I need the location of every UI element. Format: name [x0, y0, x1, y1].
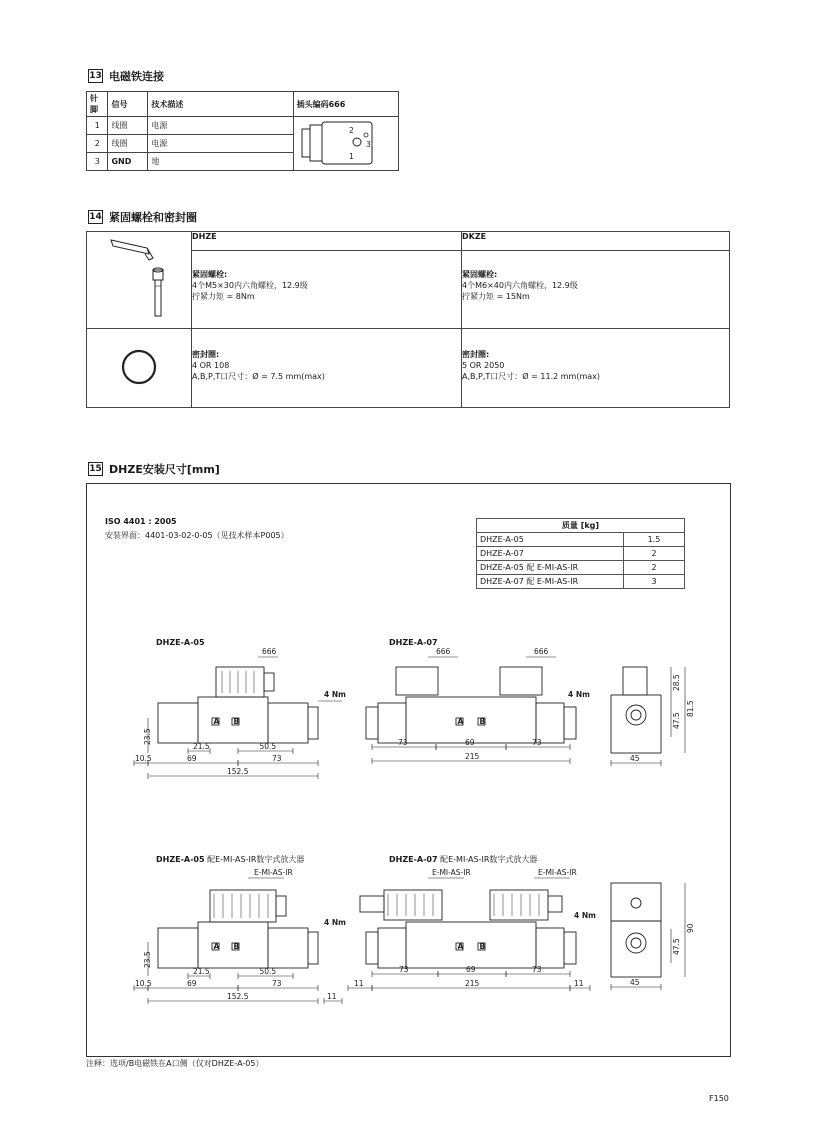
port-circle-inner — [631, 710, 641, 720]
seal-label: 密封圈: — [462, 350, 490, 359]
seal-spec: 5 OR 2050 — [462, 361, 505, 370]
connector-666-left — [396, 667, 438, 695]
dim-23-5: 23.5 — [143, 951, 152, 968]
amplifier-label: E-MI-AS-IR — [432, 868, 471, 877]
cable-gland-right — [548, 896, 562, 912]
dimension-label: 73 — [399, 965, 409, 974]
dim-90: 90 — [686, 923, 695, 933]
dimension-label: 69 — [187, 754, 197, 763]
connector-666 — [216, 667, 264, 697]
port-a-label: A — [213, 717, 220, 726]
dim-81-5: 81.5 — [686, 700, 695, 717]
amplifier-cable — [276, 896, 286, 916]
valve-body — [158, 928, 198, 968]
solenoid-right — [536, 703, 564, 743]
valve-body — [406, 697, 536, 743]
amplifier-screw — [631, 898, 641, 908]
coil-nut-right — [564, 707, 576, 739]
bolts-seals-table — [86, 231, 730, 408]
bolt-spec: 4个M6×40内六角螺栓，12.9级 — [462, 281, 578, 291]
coil-nut-right — [564, 932, 576, 964]
desc-cell: 电源 — [148, 135, 293, 153]
seal-port-size: A,B,P,T口尺寸：Ø = 7.5 mm(max) — [192, 372, 325, 381]
coil-nut — [308, 932, 318, 964]
bolt-label: 紧固螺栓: — [462, 270, 498, 280]
drawing-label-a07: DHZE-A-07 — [389, 638, 438, 647]
dimension-label: 45 — [630, 754, 640, 763]
footnote: 注释：选项/B电磁铁在A口侧（仅对DHZE-A-05） — [86, 1059, 264, 1068]
dimension-label: 152.5 — [227, 767, 249, 776]
amplifier-label: E-MI-AS-IR — [254, 868, 293, 877]
port-circle — [626, 705, 646, 725]
seal-image-cell — [87, 329, 192, 408]
seal-spec: 4 OR 108 — [192, 361, 230, 370]
dim-23-5: 23.5 — [143, 728, 152, 745]
port-a-label: A — [457, 717, 464, 726]
dimension-label: 21.5 — [193, 967, 210, 976]
dimension-label: 69 — [466, 965, 476, 974]
dim-47-5: 47.5 — [672, 712, 681, 729]
dimension-label: 73 — [272, 754, 282, 763]
coil-nut-left — [366, 932, 378, 964]
port-b-label: B — [233, 942, 240, 951]
seal-dkze-cell — [462, 329, 730, 408]
pin-cell: 1 — [87, 117, 108, 135]
dimension-label: 50.5 — [259, 742, 277, 751]
col-dhze: DHZE — [192, 232, 462, 251]
section-number: 15 — [89, 464, 102, 474]
plug-code-label: 666 — [534, 647, 549, 656]
body-side — [611, 695, 661, 753]
bolt-label: 紧固螺栓: — [192, 270, 228, 280]
pin-cell: 3 — [87, 153, 108, 171]
valve-body — [158, 703, 198, 743]
port-b-label: B — [479, 717, 486, 726]
iso-standard: ISO 4401 : 2005 — [105, 517, 177, 526]
table-row — [87, 117, 399, 135]
connector-666-right — [500, 667, 542, 695]
o-ring-icon — [87, 329, 191, 405]
section-number: 13 — [89, 71, 102, 81]
desc-cell: 地 — [148, 153, 293, 171]
dimension-label: 11 — [354, 979, 364, 988]
solenoid-left — [378, 703, 406, 743]
connector-side — [623, 667, 647, 695]
dimension-label: 69 — [187, 979, 197, 988]
mass-value: 2 — [624, 561, 685, 575]
valve-body — [406, 922, 536, 968]
dimension-label: 73 — [532, 965, 542, 974]
dimension-label: 73 — [532, 738, 542, 747]
mounting-interface: 安装界面：4401-03-02-0-05（见技术样本P005） — [105, 531, 289, 540]
signal-cell: 线圈 — [108, 135, 148, 153]
section-13-title — [88, 68, 164, 84]
dimension-label: 11 — [574, 979, 584, 988]
drawing-label-a05-amp: DHZE-A-05 配E-MI-AS-IR数字式放大器 — [156, 855, 305, 864]
section-15-title — [88, 461, 220, 477]
cable-gland-left — [360, 896, 384, 912]
connector-cable — [264, 673, 274, 691]
section-title-text: DHZE安装尺寸[mm] — [109, 463, 220, 476]
svg-text:1: 1 — [348, 151, 354, 161]
bolt-icon — [87, 232, 191, 326]
svg-text:3: 3 — [365, 139, 371, 149]
drawing-label-a05: DHZE-A-05 — [156, 638, 205, 647]
solenoid-right — [536, 928, 564, 968]
coil-nut — [308, 707, 318, 739]
dimension-drawings — [86, 483, 729, 1055]
port-b-label: B — [233, 717, 240, 726]
pin-cell: 2 — [87, 135, 108, 153]
port-circle — [626, 933, 646, 953]
bolt-image-cell — [87, 232, 192, 329]
dimension-label: 152.5 — [227, 992, 249, 1001]
mass-value: 2 — [624, 547, 685, 561]
mass-header: 质量 [kg] — [477, 519, 685, 533]
dimension-label: 21.5 — [193, 742, 210, 751]
col-desc: 技术描述 — [148, 92, 293, 117]
signal-cell: GND — [108, 153, 148, 171]
body-side — [611, 921, 661, 977]
seal-label: 密封圈: — [192, 350, 220, 359]
bolt-dhze-cell — [192, 251, 462, 329]
mass-value: 3 — [624, 575, 685, 589]
dim-28-5: 28.5 — [672, 674, 681, 691]
dimension-label: 69 — [465, 738, 475, 747]
mass-value: 1.5 — [624, 533, 685, 547]
col-signal: 信号 — [108, 92, 148, 117]
dimension-label: 73 — [272, 979, 282, 988]
torque-label: 4 Nm — [324, 918, 346, 927]
port-b-label: B — [479, 942, 486, 951]
amplifier-side — [611, 883, 661, 921]
plug-code-label: 666 — [262, 647, 277, 656]
mass-model: DHZE-A-07 — [477, 547, 624, 561]
torque-label: 4 Nm — [324, 690, 346, 699]
section-14-title — [88, 209, 197, 225]
torque-label: 4 Nm — [568, 690, 590, 699]
bolt-torque: 拧紧力矩 = 15Nm — [462, 292, 530, 302]
dimension-label: 215 — [465, 979, 480, 988]
dimension-label: 10.5 — [135, 979, 152, 988]
bolt-dkze-cell — [462, 251, 730, 329]
section-title-text: 紧固螺栓和密封圈 — [109, 211, 197, 224]
dim-47-5: 47.5 — [672, 938, 681, 955]
seal-dhze-cell — [192, 329, 462, 408]
coil-nut-left — [366, 707, 378, 739]
solenoid — [268, 703, 308, 743]
dimension-label: 10.5 — [135, 754, 152, 763]
dimension-label: 215 — [465, 752, 480, 761]
col-dkze: DKZE — [462, 232, 730, 251]
svg-text:2: 2 — [348, 125, 354, 135]
signal-cell: 线圈 — [108, 117, 148, 135]
dimension-label: 50.5 — [259, 967, 277, 976]
dimension-label: 11 — [327, 992, 337, 1001]
col-plug: 插头编码666 — [293, 92, 398, 117]
amplifier-label: E-MI-AS-IR — [538, 868, 577, 877]
mass-model: DHZE-A-05 配 E-MI-AS-IR — [477, 561, 624, 575]
solenoid-connection-table — [86, 91, 399, 171]
seal-port-size: A,B,P,T口尺寸：Ø = 11.2 mm(max) — [462, 372, 600, 381]
desc-cell: 电源 — [148, 117, 293, 135]
mass-model: DHZE-A-05 — [477, 533, 624, 547]
plug-diagram — [294, 119, 390, 167]
bolt-torque: 拧紧力矩 = 8Nm — [192, 292, 255, 302]
port-a-label: A — [213, 942, 220, 951]
torque-label: 4 Nm — [574, 911, 596, 920]
amplifier — [210, 890, 276, 922]
port-circle-inner — [631, 938, 641, 948]
col-pin: 针脚 — [87, 92, 108, 117]
amplifier-right — [490, 890, 548, 920]
page-number: F150 — [709, 1094, 729, 1103]
port-a-label: A — [457, 942, 464, 951]
solenoid-left — [378, 928, 406, 968]
solenoid — [268, 928, 308, 968]
mass-model: DHZE-A-07 配 E-MI-AS-IR — [477, 575, 624, 589]
plug-code-label: 666 — [436, 647, 451, 656]
dimension-label: 73 — [398, 738, 408, 747]
section-title-text: 电磁铁连接 — [109, 70, 164, 83]
plug-drawing-cell — [293, 117, 398, 171]
bolt-spec: 4个M5×30内六角螺栓，12.9级 — [192, 281, 308, 291]
amplifier-left — [384, 890, 442, 920]
section-number: 14 — [89, 212, 102, 222]
dimension-label: 45 — [630, 978, 640, 987]
drawing-label-a07-amp: DHZE-A-07 配E-MI-AS-IR数字式放大器 — [389, 855, 538, 864]
